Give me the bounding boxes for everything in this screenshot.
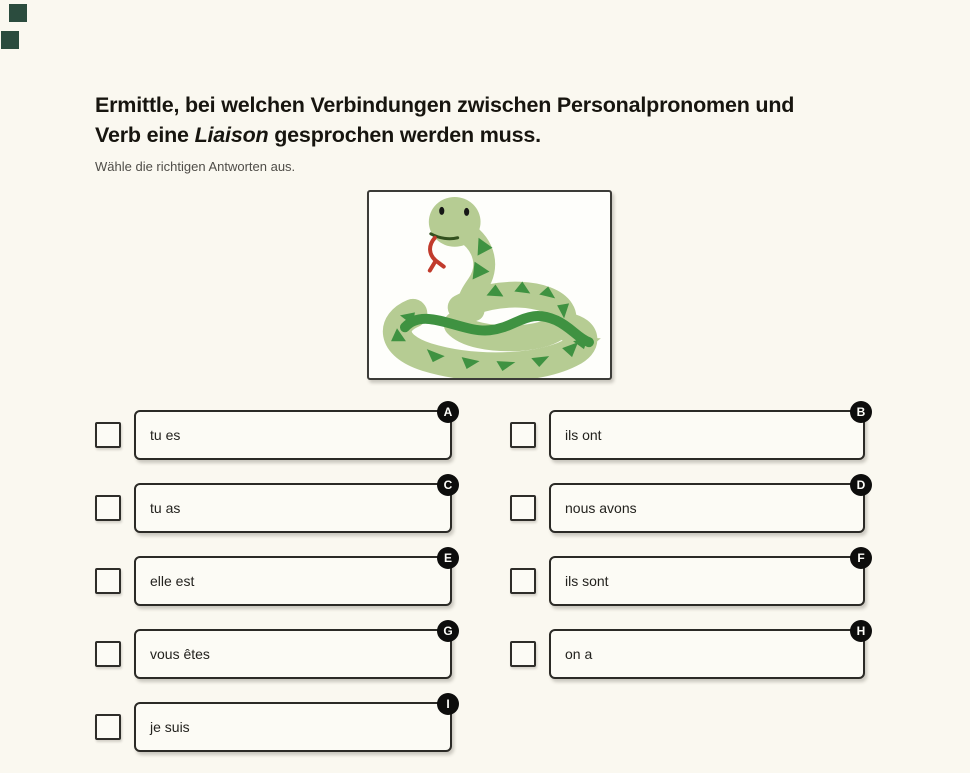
option-row-d: [510, 478, 866, 533]
question-instruction: Wähle die richtigen Antworten aus.: [95, 159, 296, 174]
checkbox-e[interactable]: [95, 568, 121, 594]
letter-badge: C: [437, 474, 459, 496]
answer-label: je suis: [150, 719, 190, 735]
answer-box-c[interactable]: [134, 478, 453, 533]
option-row-g: [95, 624, 453, 679]
checkbox-h[interactable]: [510, 641, 536, 667]
letter-badge: F: [850, 547, 872, 569]
checkbox-f[interactable]: [510, 568, 536, 594]
question-title: [95, 90, 895, 150]
letter-badge: G: [437, 620, 459, 642]
answer-label: on a: [565, 646, 593, 662]
answer-label: tu es: [150, 427, 181, 443]
option-row-f: [510, 551, 865, 606]
answer-box-f[interactable]: [549, 551, 865, 606]
letter-badge: A: [437, 401, 459, 423]
title-emphasis: Liaison: [194, 123, 269, 147]
checkbox-c[interactable]: [95, 495, 121, 521]
answer-box-i[interactable]: [134, 697, 452, 752]
title-line2-prefix: Verb eine: [95, 123, 195, 147]
answer-label: tu as: [150, 500, 181, 516]
corner-decoration-square: [1, 31, 19, 49]
title-line2-suffix: gesprochen werden muss.: [268, 123, 541, 147]
answer-label: vous êtes: [150, 646, 210, 662]
letter-badge: H: [850, 620, 872, 642]
answer-box-h[interactable]: [549, 624, 866, 679]
answer-label: elle est: [150, 573, 195, 589]
answer-box-a[interactable]: [134, 405, 453, 460]
letter-badge: D: [850, 474, 872, 496]
checkbox-d[interactable]: [510, 495, 536, 521]
answer-box-b[interactable]: [549, 405, 866, 460]
option-row-c: [95, 478, 453, 533]
option-row-b: [510, 405, 866, 460]
answer-box-e[interactable]: [134, 551, 452, 606]
corner-decoration-square: [9, 4, 27, 22]
checkbox-i[interactable]: [95, 714, 121, 740]
letter-badge: E: [437, 547, 459, 569]
checkbox-a[interactable]: [95, 422, 121, 448]
snake-illustration: [367, 190, 612, 380]
title-line1: Ermittle, bei welchen Verbindungen zwischen Personalpronomen und: [95, 93, 795, 117]
letter-badge: B: [850, 401, 872, 423]
answer-box-g[interactable]: [134, 624, 453, 679]
option-row-e: [95, 551, 452, 606]
answer-label: ils sont: [565, 573, 609, 589]
answer-box-d[interactable]: [549, 478, 866, 533]
snake-image: [369, 192, 610, 378]
checkbox-b[interactable]: [510, 422, 536, 448]
option-row-a: [95, 405, 453, 460]
option-row-h: [510, 624, 866, 679]
answer-label: nous avons: [565, 500, 637, 516]
letter-badge: I: [437, 693, 459, 715]
answer-options: [95, 405, 866, 752]
answer-label: ils ont: [565, 427, 602, 443]
question-header: [95, 90, 895, 175]
checkbox-g[interactable]: [95, 641, 121, 667]
option-row-i: [95, 697, 452, 752]
